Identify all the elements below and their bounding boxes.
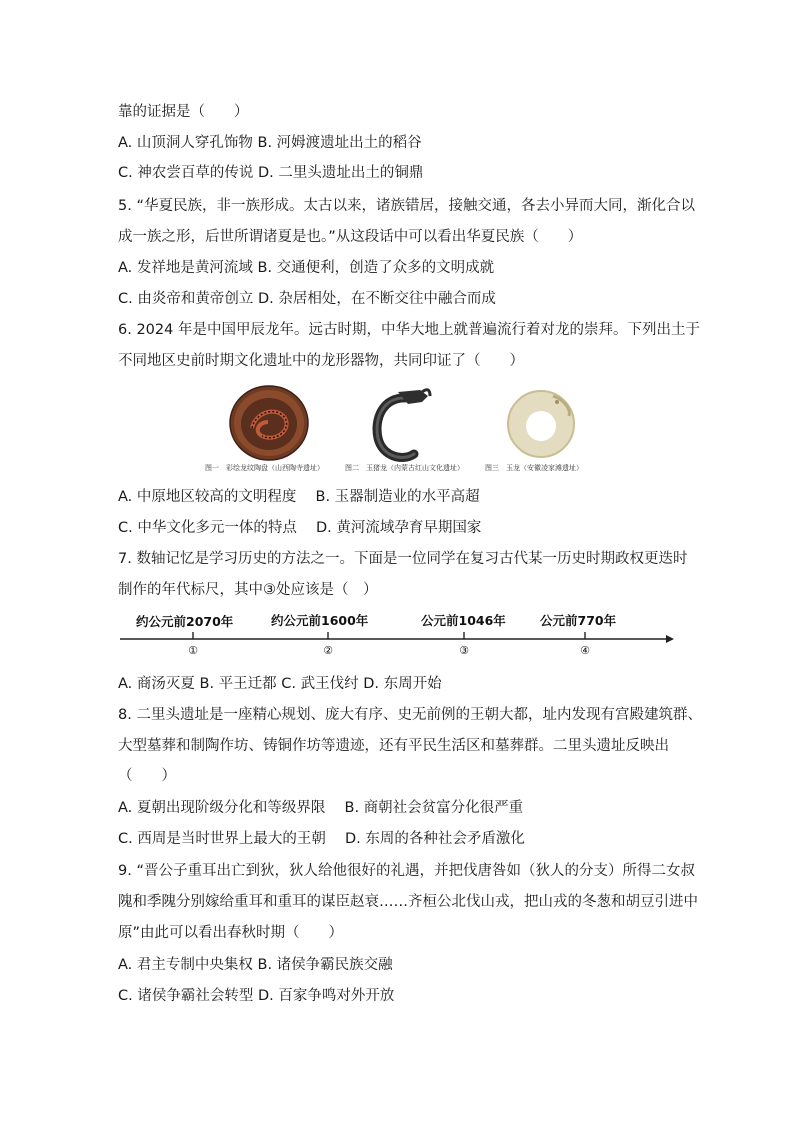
timeline-arrow-icon xyxy=(666,635,674,643)
q7-stem-line-2: 制作的年代标尺，其中③处应该是（ ） xyxy=(118,582,378,598)
timeline-mark-4: ④ xyxy=(580,644,590,657)
q7-stem-line-1: 7. 数轴记忆是学习历史的方法之一。下面是一位同学在复习古代某一历史时期政权更迭时 xyxy=(118,551,688,567)
q5-options-ab: A. 发祥地是黄河流域 B. 交通便利，创造了众多的文明成就 xyxy=(118,260,495,276)
figure-3-caption: 图三 玉龙（安徽凌家滩遗址） xyxy=(485,464,583,472)
painted-dragon-plate-image xyxy=(228,384,310,462)
figure-2-caption: 图二 玉猪龙（内蒙古红山文化遗址） xyxy=(345,464,464,472)
q8-stem-line-3: （ ） xyxy=(118,768,176,784)
q9-stem-line-1: 9. “晋公子重耳出亡到狄，狄人给他很好的礼遇，并把伐唐咎如（狄人的分支）所得二女叔 xyxy=(118,863,695,879)
q7-options: A. 商汤灭夏 B. 平王迁都 C. 武王伐纣 D. 东周开始 xyxy=(118,676,442,692)
q6-options-ab: A. 中原地区较高的文明程度 B. 玉器制造业的水平高超 xyxy=(118,489,480,505)
q8-options-ab: A. 夏朝出现阶级分化和等级界限 B. 商朝社会贫富分化很严重 xyxy=(118,800,524,816)
q6-stem-line-1: 6. 2024 年是中国甲辰龙年。远古时期，中华大地上就普遍流行着对龙的崇拜。下列出土于 xyxy=(118,322,700,338)
q9-options-cd: C. 诸侯争霸社会转型 D. 百家争鸣对外开放 xyxy=(118,988,395,1004)
figure-1-caption: 图一 彩绘龙纹陶盘（山西陶寺遗址） xyxy=(205,464,324,472)
q5-stem-line-1: 5. “华夏民族，非一族形成。太古以来，诸族错居，接触交通，各去小异而大同，渐化合以 xyxy=(118,198,695,214)
q6-stem-line-2: 不同地区史前时期文化遗址中的龙形器物，共同印证了（ ） xyxy=(118,353,524,369)
q9-stem-line-3: 原”由此可以看出春秋时期（ ） xyxy=(118,925,344,941)
q5-options-cd: C. 由炎帝和黄帝创立 D. 杂居相处，在不断交往中融合而成 xyxy=(118,291,496,307)
q4-stem-tail: 靠的证据是（ ） xyxy=(118,104,249,120)
timeline-label-4: 公元前770年 xyxy=(540,613,617,628)
timeline-mark-2: ② xyxy=(323,644,333,657)
q4-options-cd: C. 神农尝百草的传说 D. 二里头遗址出土的铜鼎 xyxy=(118,165,424,181)
timeline-label-2: 约公元前1600年 xyxy=(271,613,369,628)
jade-pig-dragon-image xyxy=(368,384,432,464)
q5-stem-line-2: 成一族之形，后世所谓诸夏是也。”从这段话中可以看出华夏民族（ ） xyxy=(118,229,583,245)
jade-dragon-ring-image xyxy=(503,386,579,462)
q9-options-ab: A. 君主专制中央集权 B. 诸侯争霸民族交融 xyxy=(118,957,393,973)
q8-stem-line-1: 8. 二里头遗址是一座精心规划、庞大有序、史无前例的王朝大都，址内发现有宫殿建筑群、 xyxy=(118,707,702,723)
timeline-label-1: 约公元前2070年 xyxy=(136,614,234,629)
dynasty-timeline xyxy=(118,608,678,664)
q8-stem-line-2: 大型墓葬和制陶作坊、铸铜作坊等遗迹，还有平民生活区和墓葬群。二里头遗址反映出 xyxy=(118,738,669,754)
q4-options-ab: A. 山顶洞人穿孔饰物 B. 河姆渡遗址出土的稻谷 xyxy=(118,135,422,151)
timeline-label-3: 公元前1046年 xyxy=(421,613,506,628)
timeline-mark-3: ③ xyxy=(459,644,469,657)
timeline-mark-1: ① xyxy=(188,644,198,657)
q9-stem-line-2: 隗和季隗分别嫁给重耳和重耳的谋臣赵衰……齐桓公北伐山戎，把山戎的冬葱和胡豆引进中 xyxy=(118,894,698,910)
q6-options-cd: C. 中华文化多元一体的特点 D. 黄河流域孕育早期国家 xyxy=(118,520,482,536)
q8-options-cd: C. 西周是当时世界上最大的王朝 D. 东周的各种社会矛盾激化 xyxy=(118,831,525,847)
